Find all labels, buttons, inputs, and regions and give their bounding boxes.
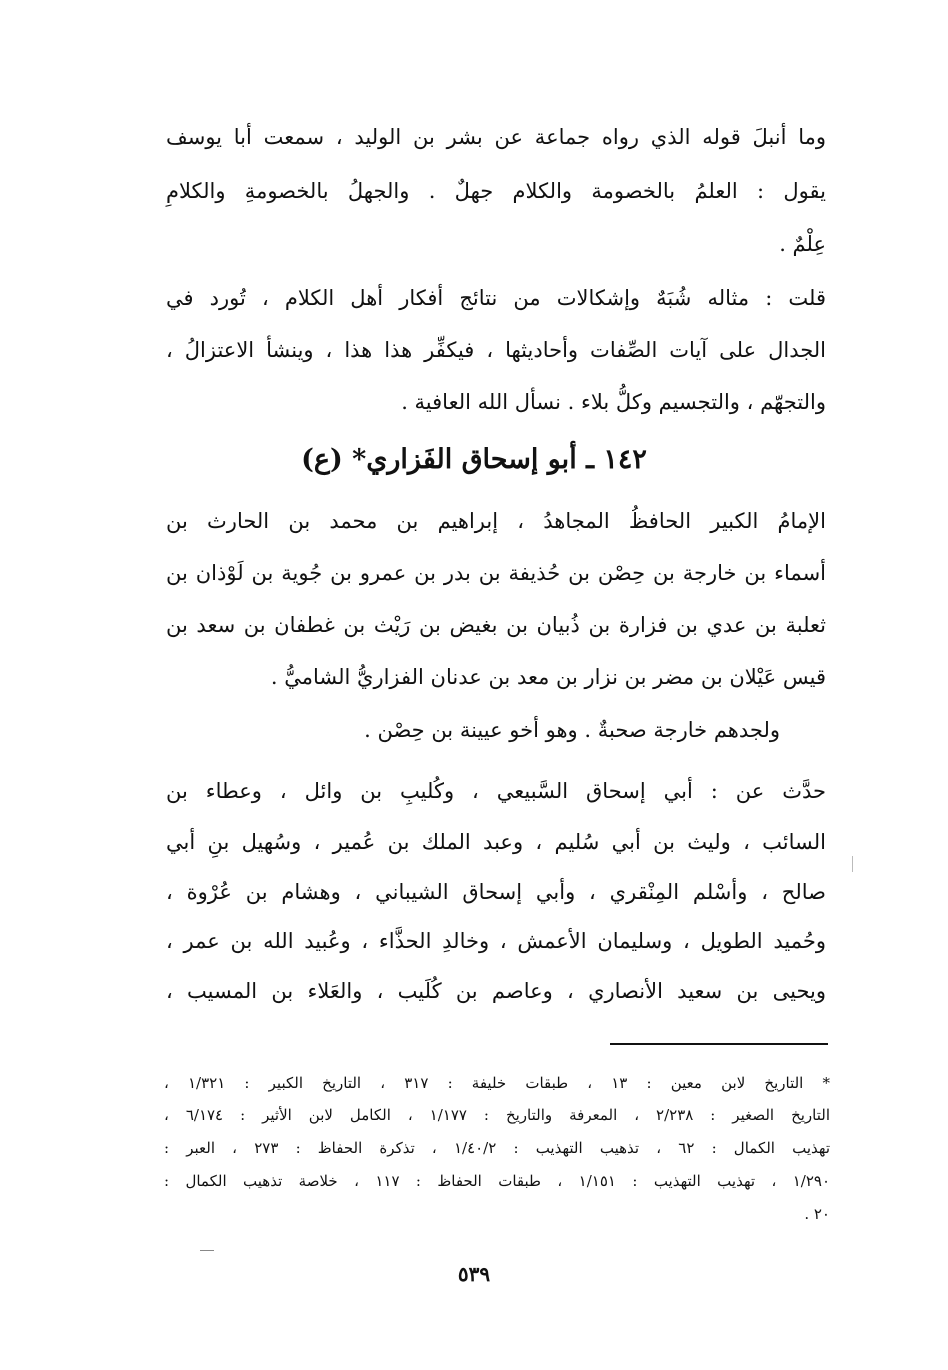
paragraph5-line-5: ويحيى بن سعيد الأنصاري ، وعاصم بن كُلَيب ، والعَلاء بن المسيب ، (166, 979, 826, 1003)
footnote-separator (610, 1043, 828, 1045)
paragraph1-line-2: يقول : العلمُ بالخصومة والكلام جهلٌ . والجهلُ بالخصومةِ والكلامِ (166, 179, 826, 203)
paragraph3-line-3: ثعلبة بن عدي بن فزارة بن ذُبيان بن بغيض بن رَيْث بن غطفان بن سعد بن (166, 613, 826, 637)
page-number: ٥٣٩ (457, 1262, 491, 1286)
scan-speck (200, 1250, 214, 1251)
footnote-line-2: التاريخ الصغير : ٢/٢٣٨ ، المعرفة والتاريخ : ١/١٧٧ ، الكامل لابن الأثير : ٦/١٧٤ ، (164, 1106, 831, 1124)
paragraph2-line-3: والتجهّم ، والتجسيم وكلُّ بلاء . نسأل الله العافية . (401, 390, 826, 414)
paragraph5-line-1: حدَّث عن : أبي إسحاق السَّبيعي ، وكُليبِ بن وائل ، وعطاء بن (166, 779, 826, 803)
paragraph5-line-2: السائب ، وليث بن أبي سُليم ، وعبد الملك بن عُمير ، وسُهيل بنِ أبي (166, 830, 826, 854)
entry-heading: ١٤٢ ـ أبو إسحاق الفَزاري* (ع) (301, 444, 647, 475)
paragraph3-line-2: أسماء بن خارجة بن حِصْن بن حُذيفة بن بدر بن عمرو بن جُوية بن لَوْذان بن (166, 561, 826, 585)
footnote-line-5: ٢٠ . (804, 1205, 830, 1223)
scan-speck (852, 856, 853, 872)
paragraph3-line-1: الإمامُ الكبير الحافظُ المجاهدُ ، إبراهيم بن محمد بن الحارث بن (166, 509, 826, 533)
footnote-line-1: * التاريخ لابن معين : ١٣ ، طبقات خليفة : ٣١٧ ، التاريخ الكبير : ١/٣٢١ ، (164, 1074, 830, 1092)
footnote-line-3: تهذيب الكمال : ٦٢ ، تذهيب التهذيب : ١/٤٠/٢ ، تذكرة الحفاظ : ٢٧٣ ، العبر : (164, 1139, 831, 1157)
paragraph3-line-4: قيس عَيْلان بن مضر بن نزار بن معد بن عدنان الفزاريُّ الشاميُّ . (270, 665, 826, 689)
paragraph4-line-1: ولجدهم خارجة صحبةٌ . وهو أخو عيينة بن حِصْن . (364, 718, 780, 742)
paragraph5-line-4: وحُميد الطويل ، وسليمان الأعمش ، وخالدِ الحذَّاء ، وعُبيد الله بن عمر ، (166, 929, 826, 953)
paragraph2-line-1: قلت : مثاله شُبَهٌ وإشكالات من نتائج أفكار أهل الكلام ، تُورد في (166, 286, 826, 310)
paragraph1-line-3: عِلْمٌ . (779, 232, 826, 256)
paragraph5-line-3: صالح ، وأسْلم المِنْقري ، وأبي إسحاق الشيباني ، وهشام بن عُرْوة ، (166, 880, 826, 904)
paragraph1-line-1: وما أنبلَ قوله الذي رواه جماعة عن بشر بن الوليد ، سمعت أبا يوسف (166, 125, 826, 149)
footnote-line-4: ١/٢٩٠ ، تهذيب التهذيب : ١/١٥١ ، طبقات الحفاظ : ١١٧ ، خلاصة تذهيب الكمال : (164, 1172, 830, 1190)
paragraph2-line-2: الجدال على آيات الصِّفات وأحاديثها ، فيكفِّر هذا هذا ، وينشأ الاعتزالُ ، (166, 338, 826, 362)
